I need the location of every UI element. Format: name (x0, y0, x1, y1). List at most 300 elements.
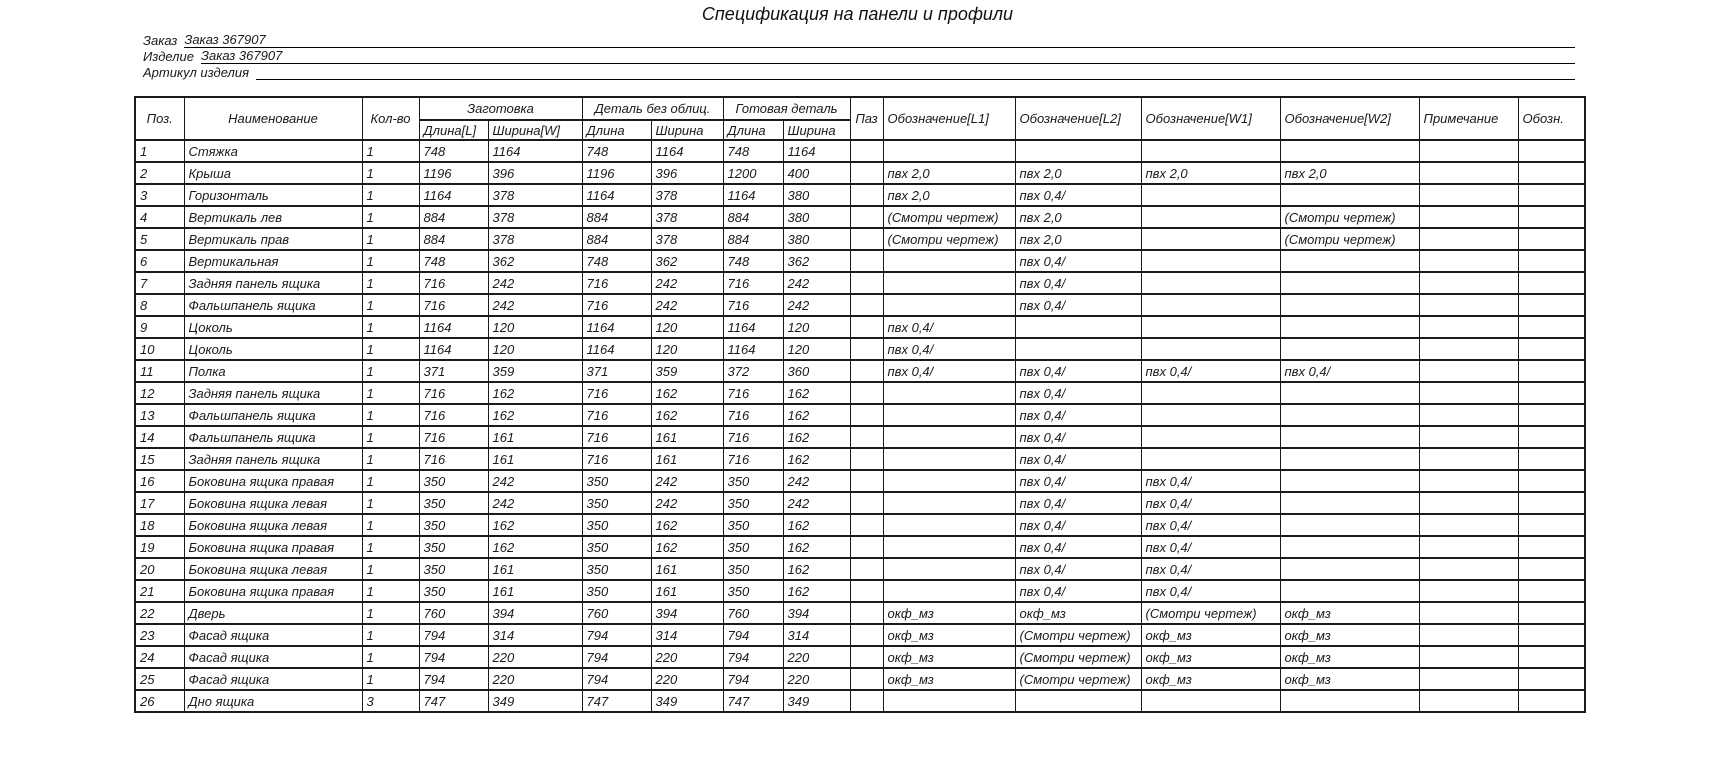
cell: 23 (135, 624, 184, 646)
cell: пвх 0,4/ (1015, 294, 1141, 316)
col-header-marking-w2: Обозначение[W2] (1280, 97, 1419, 140)
cell: 220 (651, 668, 723, 690)
table-row (135, 338, 1585, 360)
cell: 220 (651, 646, 723, 668)
cell: 161 (651, 558, 723, 580)
cell (1280, 316, 1419, 338)
cell: 760 (723, 602, 783, 624)
cell (850, 228, 883, 250)
cell: пвх 0,4/ (1280, 360, 1419, 382)
cell: 747 (419, 690, 488, 712)
cell: 1 (362, 272, 419, 294)
cell: пвх 0,4/ (1015, 360, 1141, 382)
cell: Фальшпанель ящика (184, 294, 362, 316)
cell: 220 (488, 668, 582, 690)
cell (1141, 272, 1280, 294)
cell: пвх 0,4/ (1015, 558, 1141, 580)
cell (1280, 514, 1419, 536)
cell (1141, 228, 1280, 250)
cell (1280, 250, 1419, 272)
cell: 1164 (723, 184, 783, 206)
cell: Фальшпанель ящика (184, 426, 362, 448)
cell: 350 (582, 514, 651, 536)
meta-line-order (143, 32, 1575, 48)
cell: пвх 0,4/ (1015, 448, 1141, 470)
cell: 1 (362, 294, 419, 316)
cell: пвх 0,4/ (1141, 360, 1280, 382)
cell: 162 (783, 448, 850, 470)
cell: Крыша (184, 162, 362, 184)
cell: 1 (362, 536, 419, 558)
cell: 1164 (783, 140, 850, 162)
cell: 1200 (723, 162, 783, 184)
cell: 242 (488, 492, 582, 514)
cell (850, 360, 883, 382)
cell: 360 (783, 360, 850, 382)
cell: 1 (362, 162, 419, 184)
cell: 1164 (582, 338, 651, 360)
cell: 716 (419, 448, 488, 470)
col-header-finished-length: Длина (723, 120, 783, 140)
cell (1518, 602, 1585, 624)
table-row (135, 580, 1585, 602)
cell: пвх 0,4/ (1015, 272, 1141, 294)
table-row (135, 272, 1585, 294)
cell (1015, 140, 1141, 162)
cell (1141, 426, 1280, 448)
col-header-note: Примечание (1419, 97, 1518, 140)
cell: пвх 0,4/ (1015, 536, 1141, 558)
cell: 350 (723, 514, 783, 536)
cell (883, 382, 1015, 404)
cell (1419, 162, 1518, 184)
cell: 242 (651, 492, 723, 514)
cell: 1 (362, 140, 419, 162)
cell: 760 (582, 602, 651, 624)
cell (883, 404, 1015, 426)
meta-line-product (143, 48, 1575, 64)
cell: 716 (419, 426, 488, 448)
cell (1280, 470, 1419, 492)
cell: 716 (582, 294, 651, 316)
cell: Задняя панель ящика (184, 382, 362, 404)
cell (1280, 140, 1419, 162)
cell: 314 (651, 624, 723, 646)
cell: 1 (362, 228, 419, 250)
cell: 350 (419, 558, 488, 580)
cell (850, 338, 883, 360)
cell: окф_мз (883, 668, 1015, 690)
cell (1518, 624, 1585, 646)
col-header-marking-l1: Обозначение[L1] (883, 97, 1015, 140)
cell: 1 (362, 646, 419, 668)
cell: 24 (135, 646, 184, 668)
cell: Фасад ящика (184, 646, 362, 668)
cell: 362 (651, 250, 723, 272)
table-row (135, 360, 1585, 382)
cell: 380 (783, 206, 850, 228)
cell: 760 (419, 602, 488, 624)
table-row (135, 558, 1585, 580)
cell: 350 (723, 558, 783, 580)
cell: 1 (362, 250, 419, 272)
cell: 716 (419, 404, 488, 426)
cell: 396 (488, 162, 582, 184)
cell: 242 (651, 470, 723, 492)
cell (1518, 382, 1585, 404)
cell (850, 404, 883, 426)
cell: пвх 0,4/ (1015, 492, 1141, 514)
cell: 15 (135, 448, 184, 470)
cell: 16 (135, 470, 184, 492)
cell: 1196 (582, 162, 651, 184)
cell: 161 (488, 558, 582, 580)
cell: 120 (488, 316, 582, 338)
cell: Боковина ящика левая (184, 558, 362, 580)
cell: 396 (651, 162, 723, 184)
cell: 314 (783, 624, 850, 646)
cell: 13 (135, 404, 184, 426)
cell: 716 (582, 404, 651, 426)
cell (1419, 492, 1518, 514)
cell: 350 (582, 470, 651, 492)
cell: 362 (783, 250, 850, 272)
cell (1419, 316, 1518, 338)
cell: 8 (135, 294, 184, 316)
cell: окф_мз (1141, 624, 1280, 646)
cell (850, 162, 883, 184)
cell: 21 (135, 580, 184, 602)
cell: 350 (582, 492, 651, 514)
cell: пвх 0,4/ (1141, 470, 1280, 492)
cell (1419, 140, 1518, 162)
cell (1015, 338, 1141, 360)
cell: 162 (783, 426, 850, 448)
cell (850, 250, 883, 272)
cell: 161 (488, 580, 582, 602)
cell: 1 (362, 558, 419, 580)
cell: 794 (582, 646, 651, 668)
cell (1419, 382, 1518, 404)
col-header-marking-w1: Обозначение[W1] (1141, 97, 1280, 140)
cell (1280, 492, 1419, 514)
cell (850, 624, 883, 646)
cell (1419, 580, 1518, 602)
cell: 350 (723, 580, 783, 602)
table-row (135, 404, 1585, 426)
cell: пвх 0,4/ (1141, 558, 1280, 580)
col-header-pos: Поз. (135, 97, 184, 140)
cell: пвх 0,4/ (1141, 492, 1280, 514)
table-row (135, 228, 1585, 250)
cell: 120 (488, 338, 582, 360)
cell: (Смотри чертеж) (1280, 206, 1419, 228)
cell: Боковина ящика левая (184, 514, 362, 536)
cell (883, 690, 1015, 712)
cell: 1 (362, 492, 419, 514)
cell: 1 (362, 206, 419, 228)
cell: (Смотри чертеж) (1015, 624, 1141, 646)
cell: 1164 (582, 316, 651, 338)
meta-value-order: Заказ 367907 (184, 32, 1575, 48)
cell: Стяжка (184, 140, 362, 162)
cell: 3 (362, 690, 419, 712)
cell (1419, 338, 1518, 360)
cell: 349 (783, 690, 850, 712)
cell: 884 (582, 228, 651, 250)
cell (850, 602, 883, 624)
cell: Вертикальная (184, 250, 362, 272)
cell: пвх 2,0 (1015, 162, 1141, 184)
cell: пвх 0,4/ (1015, 514, 1141, 536)
cell (1280, 338, 1419, 360)
cell (1518, 162, 1585, 184)
cell: 1 (135, 140, 184, 162)
cell: Задняя панель ящика (184, 272, 362, 294)
cell (1280, 382, 1419, 404)
cell (850, 316, 883, 338)
cell: 748 (723, 140, 783, 162)
cell: пвх 0,4/ (1015, 382, 1141, 404)
cell: окф_мз (1015, 602, 1141, 624)
cell: Фальшпанель ящика (184, 404, 362, 426)
cell: 242 (783, 470, 850, 492)
cell: 162 (783, 382, 850, 404)
cell (1419, 206, 1518, 228)
cell: 794 (723, 668, 783, 690)
cell (883, 140, 1015, 162)
cell: 394 (651, 602, 723, 624)
cell: 716 (582, 448, 651, 470)
cell: пвх 0,4/ (1015, 250, 1141, 272)
cell: пвх 0,4/ (1015, 470, 1141, 492)
cell (1280, 558, 1419, 580)
cell: 1164 (723, 316, 783, 338)
cell: 1 (362, 184, 419, 206)
cell: 1 (362, 580, 419, 602)
cell (1518, 514, 1585, 536)
cell: пвх 0,4/ (1015, 184, 1141, 206)
cell (850, 558, 883, 580)
cell: пвх 2,0 (1015, 228, 1141, 250)
cell (1419, 250, 1518, 272)
cell: 350 (419, 514, 488, 536)
cell (1280, 580, 1419, 602)
cell: 314 (488, 624, 582, 646)
cell (1141, 404, 1280, 426)
cell: 22 (135, 602, 184, 624)
cell (1518, 206, 1585, 228)
cell: 10 (135, 338, 184, 360)
cell: 162 (651, 382, 723, 404)
cell: 1 (362, 338, 419, 360)
cell (883, 294, 1015, 316)
cell: (Смотри чертеж) (1015, 668, 1141, 690)
cell (1518, 580, 1585, 602)
cell: 162 (651, 536, 723, 558)
cell (1518, 140, 1585, 162)
cell: 794 (723, 646, 783, 668)
cell: окф_мз (883, 646, 1015, 668)
cell: 716 (419, 272, 488, 294)
cell: 378 (651, 228, 723, 250)
table-row (135, 294, 1585, 316)
cell: 884 (419, 206, 488, 228)
cell: 1164 (488, 140, 582, 162)
col-group-finished: Готовая деталь (723, 97, 850, 120)
cell: 884 (723, 206, 783, 228)
cell: Боковина ящика правая (184, 536, 362, 558)
cell (1518, 228, 1585, 250)
cell: 716 (582, 426, 651, 448)
cell (850, 382, 883, 404)
cell (1280, 536, 1419, 558)
cell (1518, 360, 1585, 382)
cell: Боковина ящика правая (184, 580, 362, 602)
col-header-marking-short: Обозн. (1518, 97, 1585, 140)
cell: 220 (488, 646, 582, 668)
cell: 716 (582, 382, 651, 404)
cell: 161 (488, 426, 582, 448)
cell (850, 646, 883, 668)
cell: 350 (582, 536, 651, 558)
cell (1518, 448, 1585, 470)
cell: 380 (783, 228, 850, 250)
cell: 380 (783, 184, 850, 206)
table-row (135, 250, 1585, 272)
cell (1419, 646, 1518, 668)
cell: 26 (135, 690, 184, 712)
cell: пвх 0,4/ (883, 316, 1015, 338)
cell: 378 (651, 206, 723, 228)
col-header-qty: Кол-во (362, 97, 419, 140)
cell (850, 272, 883, 294)
cell: 220 (783, 646, 850, 668)
cell (1419, 602, 1518, 624)
cell: Задняя панель ящика (184, 448, 362, 470)
meta-value-product: Заказ 367907 (201, 48, 1575, 64)
cell (1518, 316, 1585, 338)
cell: 20 (135, 558, 184, 580)
cell: 17 (135, 492, 184, 514)
table-row (135, 690, 1585, 712)
cell: 794 (582, 668, 651, 690)
cell (883, 536, 1015, 558)
col-header-blank-length: Длина[L] (419, 120, 488, 140)
cell: пвх 0,4/ (883, 360, 1015, 382)
cell (1419, 668, 1518, 690)
table-row (135, 426, 1585, 448)
cell: окф_мз (1280, 668, 1419, 690)
cell: 161 (651, 448, 723, 470)
cell: 350 (419, 536, 488, 558)
cell: 18 (135, 514, 184, 536)
cell: 394 (783, 602, 850, 624)
col-group-detail: Деталь без облиц. (582, 97, 723, 120)
cell: Фасад ящика (184, 624, 362, 646)
table-row (135, 470, 1585, 492)
cell: 1 (362, 316, 419, 338)
cell (1419, 470, 1518, 492)
cell: 162 (651, 514, 723, 536)
table-row (135, 646, 1585, 668)
cell: 9 (135, 316, 184, 338)
cell: 748 (582, 250, 651, 272)
cell: 1 (362, 668, 419, 690)
cell: Цоколь (184, 338, 362, 360)
cell: 161 (651, 426, 723, 448)
cell: 120 (651, 316, 723, 338)
cell (883, 272, 1015, 294)
cell (850, 206, 883, 228)
cell: 162 (488, 382, 582, 404)
cell (1280, 272, 1419, 294)
cell: 19 (135, 536, 184, 558)
col-header-groove: Паз (850, 97, 883, 140)
cell: 242 (488, 470, 582, 492)
cell (1419, 536, 1518, 558)
cell: пвх 0,4/ (1015, 426, 1141, 448)
cell (1518, 184, 1585, 206)
cell (883, 492, 1015, 514)
cell: пвх 0,4/ (1141, 580, 1280, 602)
cell: 359 (651, 360, 723, 382)
cell (1518, 338, 1585, 360)
cell (850, 690, 883, 712)
meta-line-article (143, 64, 1575, 80)
cell (1141, 448, 1280, 470)
cell: 394 (488, 602, 582, 624)
page-title: Спецификация на панели и профили (701, 4, 1014, 24)
cell: 120 (651, 338, 723, 360)
cell (850, 140, 883, 162)
cell: 162 (783, 514, 850, 536)
cell: Дверь (184, 602, 362, 624)
cell (1280, 448, 1419, 470)
cell: 400 (783, 162, 850, 184)
cell (1419, 360, 1518, 382)
cell (1141, 338, 1280, 360)
cell: 162 (783, 580, 850, 602)
cell: 1164 (419, 184, 488, 206)
table-row (135, 162, 1585, 184)
cell: 162 (488, 536, 582, 558)
cell: окф_мз (883, 624, 1015, 646)
cell: 716 (723, 404, 783, 426)
cell: 1164 (582, 184, 651, 206)
cell: 362 (488, 250, 582, 272)
cell (1518, 272, 1585, 294)
cell (1141, 140, 1280, 162)
meta-label-product: Изделие (143, 49, 194, 64)
cell (1419, 558, 1518, 580)
cell (1280, 294, 1419, 316)
col-group-blank: Заготовка (419, 97, 582, 120)
table-row (135, 140, 1585, 162)
cell: 1 (362, 514, 419, 536)
cell: 14 (135, 426, 184, 448)
cell (1280, 404, 1419, 426)
cell (1518, 426, 1585, 448)
cell: 794 (419, 624, 488, 646)
cell (1419, 228, 1518, 250)
cell: окф_мз (1280, 624, 1419, 646)
cell: 1 (362, 426, 419, 448)
cell: 349 (651, 690, 723, 712)
cell (850, 470, 883, 492)
cell: 25 (135, 668, 184, 690)
cell: Дно ящика (184, 690, 362, 712)
